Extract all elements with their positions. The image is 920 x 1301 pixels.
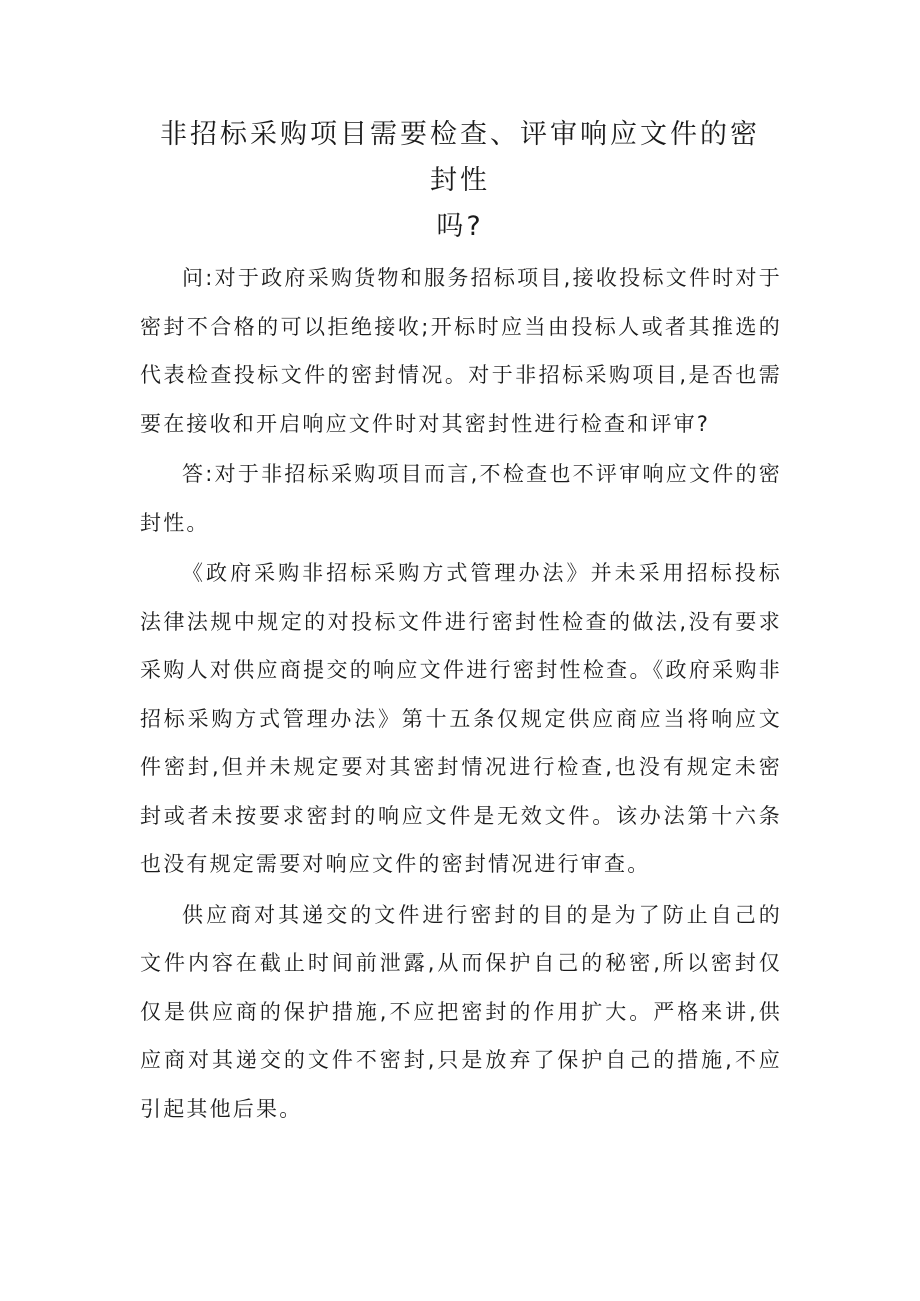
conclusion-paragraph: 供应商对其递交的文件进行密封的目的是为了防止自己的文件内容在截止时间前泄露,从而保护自己的秘密,所以密封仅仅是供应商的保护措施,不应把密封的作用扩大。严格来讲,供应商对其递交的文件不密封,只是放弃了保护自己的措施,不应引起其他后果。 <box>140 902 782 1121</box>
document-body <box>140 254 782 1133</box>
explanation-paragraph: 《政府采购非招标采购方式管理办法》并未采用招标投标法律法规中规定的对投标文件进行密封性检查的做法,没有要求采购人对供应商提交的响应文件进行密封性检查。《政府采购非招标采购方式管理办法》第十五条仅规定供应商应当将响应文件密封,但并未规定要对其密封情况进行检查,也没有规定未密封或者未按要求密封的响应文件是无效文件。该办法第十六条也没有规定需要对响应文件的密封情况进行审查。 <box>140 561 782 876</box>
title-line-2: 吗? <box>436 211 484 242</box>
document-title <box>150 112 770 250</box>
answer-paragraph: 答:对于非招标采购项目而言,不检查也不评审响应文件的密封性。 <box>140 462 782 535</box>
title-line-1: 非招标采购项目需要检查、评审响应文件的密封性 <box>160 119 760 196</box>
question-paragraph: 问:对于政府采购货物和服务招标项目,接收投标文件时对于密封不合格的可以拒绝接收;开标时应当由投标人或者其推选的代表检查投标文件的密封情况。对于非招标采购项目,是否也需要在接收和开启响应文件时对其密封性进行检查和评审? <box>140 266 782 436</box>
